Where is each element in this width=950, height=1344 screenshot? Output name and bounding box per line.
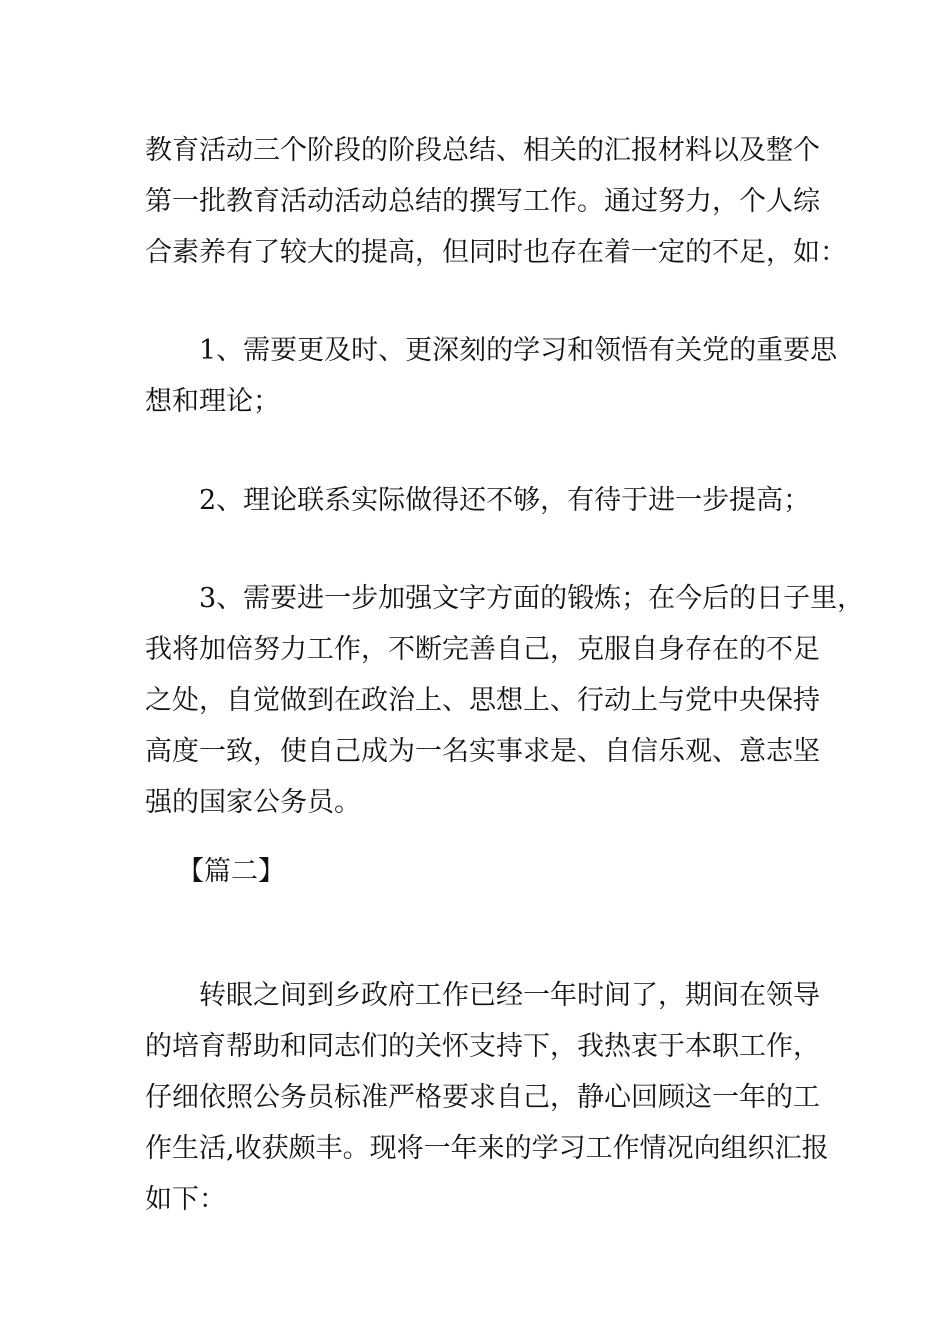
paragraph-line: 如下： bbox=[145, 1184, 226, 1215]
paragraph-line: 1、需要更及时、更深刻的学习和领悟有关党的重要思 bbox=[199, 335, 838, 366]
list-item-3 bbox=[145, 573, 865, 828]
paragraph-line: 之处，自觉做到在政治上、思想上、行动上与党中央保持 bbox=[145, 685, 820, 716]
paragraph-line: 仔细依照公务员标准严格要求自己，静心回顾这一年的工 bbox=[145, 1082, 820, 1113]
paragraph-line: 强的国家公务员。 bbox=[145, 787, 361, 818]
paragraph-intro-continuation bbox=[145, 125, 847, 278]
paragraph-line: 高度一致，使自己成为一名实事求是、自信乐观、意志坚 bbox=[145, 736, 820, 767]
list-item-1 bbox=[145, 325, 838, 427]
section-heading bbox=[145, 846, 815, 897]
paragraph-line: 转眼之间到乡政府工作已经一年时间了，期间在领导 bbox=[199, 980, 820, 1011]
paragraph-line: 想和理论； bbox=[145, 386, 280, 417]
list-item-2 bbox=[145, 475, 815, 526]
paragraph-line: 3、需要进一步加强文字方面的锻炼；在今后的日子里， bbox=[199, 583, 865, 614]
paragraph-line: 作生活,收获颇丰。现将一年来的学习工作情况向组织汇报 bbox=[145, 1133, 829, 1164]
paragraph-line: 我将加倍努力工作，不断完善自己，克服自身存在的不足 bbox=[145, 634, 820, 665]
paragraph-line: 2、理论联系实际做得还不够，有待于进一步提高； bbox=[199, 485, 811, 516]
paragraph-line: 的培育帮助和同志们的关怀支持下，我热衷于本职工作， bbox=[145, 1031, 820, 1062]
paragraph-line: 合素养有了较大的提高，但同时也存在着一定的不足，如： bbox=[145, 237, 847, 268]
paragraph-line: 第一批教育活动活动总结的撰写工作。通过努力，个人综 bbox=[145, 186, 820, 217]
paragraph-line: 教育活动三个阶段的阶段总结、相关的汇报材料以及整个 bbox=[145, 135, 820, 166]
section-heading-text: 【篇二】 bbox=[177, 856, 285, 887]
paragraph-section-two bbox=[145, 970, 829, 1225]
